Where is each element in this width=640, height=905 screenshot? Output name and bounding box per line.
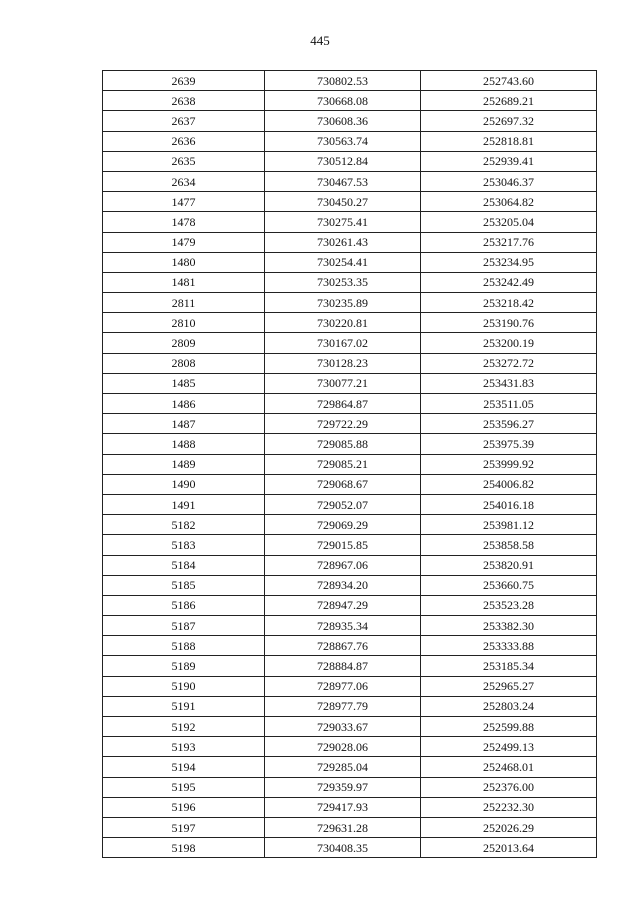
y-coordinate-cell: 252599.88 <box>421 717 597 737</box>
point-number-cell: 2637 <box>103 111 265 131</box>
x-coordinate-cell: 729052.07 <box>265 494 421 514</box>
table-row <box>103 555 597 575</box>
table-row <box>103 192 597 212</box>
point-number-cell: 1480 <box>103 252 265 272</box>
y-coordinate-cell: 252803.24 <box>421 696 597 716</box>
table-row <box>103 434 597 454</box>
point-number-cell: 1486 <box>103 394 265 414</box>
y-coordinate-cell: 253431.83 <box>421 373 597 393</box>
point-number-cell: 1485 <box>103 373 265 393</box>
table-row <box>103 616 597 636</box>
x-coordinate-cell: 728977.79 <box>265 696 421 716</box>
y-coordinate-cell: 252499.13 <box>421 737 597 757</box>
point-number-cell: 1481 <box>103 272 265 292</box>
y-coordinate-cell: 252818.81 <box>421 131 597 151</box>
point-number-cell: 1477 <box>103 192 265 212</box>
point-number-cell: 5186 <box>103 595 265 615</box>
table-row <box>103 595 597 615</box>
point-number-cell: 2809 <box>103 333 265 353</box>
x-coordinate-cell: 729285.04 <box>265 757 421 777</box>
point-number-cell: 1491 <box>103 494 265 514</box>
y-coordinate-cell: 253511.05 <box>421 394 597 414</box>
x-coordinate-cell: 730275.41 <box>265 212 421 232</box>
x-coordinate-cell: 728947.29 <box>265 595 421 615</box>
y-coordinate-cell: 252376.00 <box>421 777 597 797</box>
table-row <box>103 474 597 494</box>
x-coordinate-cell: 730668.08 <box>265 91 421 111</box>
table-row <box>103 293 597 313</box>
point-number-cell: 5189 <box>103 656 265 676</box>
x-coordinate-cell: 728934.20 <box>265 575 421 595</box>
y-coordinate-cell: 253046.37 <box>421 171 597 191</box>
point-number-cell: 5188 <box>103 636 265 656</box>
y-coordinate-cell: 253382.30 <box>421 616 597 636</box>
y-coordinate-cell: 253217.76 <box>421 232 597 252</box>
y-coordinate-cell: 253190.76 <box>421 313 597 333</box>
table-row <box>103 717 597 737</box>
y-coordinate-cell: 252743.60 <box>421 71 597 91</box>
table-row <box>103 373 597 393</box>
point-number-cell: 2810 <box>103 313 265 333</box>
table-row <box>103 71 597 91</box>
y-coordinate-cell: 253234.95 <box>421 252 597 272</box>
table-row <box>103 777 597 797</box>
x-coordinate-cell: 730608.36 <box>265 111 421 131</box>
table-row <box>103 111 597 131</box>
table-row <box>103 696 597 716</box>
x-coordinate-cell: 730450.27 <box>265 192 421 212</box>
x-coordinate-cell: 730261.43 <box>265 232 421 252</box>
y-coordinate-cell: 252232.30 <box>421 797 597 817</box>
table-row <box>103 232 597 252</box>
point-number-cell: 5187 <box>103 616 265 636</box>
x-coordinate-cell: 728867.76 <box>265 636 421 656</box>
point-number-cell: 1479 <box>103 232 265 252</box>
point-number-cell: 5193 <box>103 737 265 757</box>
table-row <box>103 91 597 111</box>
coordinates-table <box>102 70 597 858</box>
y-coordinate-cell: 253820.91 <box>421 555 597 575</box>
point-number-cell: 5191 <box>103 696 265 716</box>
x-coordinate-cell: 729085.21 <box>265 454 421 474</box>
x-coordinate-cell: 730128.23 <box>265 353 421 373</box>
table-row <box>103 535 597 555</box>
x-coordinate-cell: 730512.84 <box>265 151 421 171</box>
x-coordinate-cell: 729417.93 <box>265 797 421 817</box>
x-coordinate-cell: 730253.35 <box>265 272 421 292</box>
y-coordinate-cell: 253205.04 <box>421 212 597 232</box>
y-coordinate-cell: 252965.27 <box>421 676 597 696</box>
x-coordinate-cell: 730220.81 <box>265 313 421 333</box>
table-row <box>103 817 597 837</box>
point-number-cell: 2808 <box>103 353 265 373</box>
point-number-cell: 5194 <box>103 757 265 777</box>
y-coordinate-cell: 253596.27 <box>421 414 597 434</box>
y-coordinate-cell: 253660.75 <box>421 575 597 595</box>
table-row <box>103 656 597 676</box>
y-coordinate-cell: 253333.88 <box>421 636 597 656</box>
table-row <box>103 394 597 414</box>
x-coordinate-cell: 728884.87 <box>265 656 421 676</box>
y-coordinate-cell: 252026.29 <box>421 817 597 837</box>
table-row <box>103 515 597 535</box>
table-row <box>103 333 597 353</box>
point-number-cell: 1490 <box>103 474 265 494</box>
point-number-cell: 5195 <box>103 777 265 797</box>
x-coordinate-cell: 730254.41 <box>265 252 421 272</box>
point-number-cell: 2635 <box>103 151 265 171</box>
x-coordinate-cell: 730077.21 <box>265 373 421 393</box>
x-coordinate-cell: 730235.89 <box>265 293 421 313</box>
x-coordinate-cell: 729085.88 <box>265 434 421 454</box>
x-coordinate-cell: 730563.74 <box>265 131 421 151</box>
x-coordinate-cell: 730802.53 <box>265 71 421 91</box>
y-coordinate-cell: 253858.58 <box>421 535 597 555</box>
y-coordinate-cell: 252689.21 <box>421 91 597 111</box>
x-coordinate-cell: 729631.28 <box>265 817 421 837</box>
y-coordinate-cell: 253981.12 <box>421 515 597 535</box>
table-row <box>103 272 597 292</box>
table-row <box>103 313 597 333</box>
y-coordinate-cell: 253272.72 <box>421 353 597 373</box>
x-coordinate-cell: 729722.29 <box>265 414 421 434</box>
x-coordinate-cell: 728977.06 <box>265 676 421 696</box>
y-coordinate-cell: 254006.82 <box>421 474 597 494</box>
y-coordinate-cell: 252013.64 <box>421 838 597 858</box>
x-coordinate-cell: 729359.97 <box>265 777 421 797</box>
x-coordinate-cell: 729015.85 <box>265 535 421 555</box>
point-number-cell: 5185 <box>103 575 265 595</box>
y-coordinate-cell: 253242.49 <box>421 272 597 292</box>
point-number-cell: 2639 <box>103 71 265 91</box>
y-coordinate-cell: 253200.19 <box>421 333 597 353</box>
table-row <box>103 757 597 777</box>
point-number-cell: 1488 <box>103 434 265 454</box>
x-coordinate-cell: 728967.06 <box>265 555 421 575</box>
page-number: 445 <box>310 33 330 48</box>
table-row <box>103 737 597 757</box>
y-coordinate-cell: 252697.32 <box>421 111 597 131</box>
point-number-cell: 1478 <box>103 212 265 232</box>
x-coordinate-cell: 729069.29 <box>265 515 421 535</box>
table-row <box>103 575 597 595</box>
point-number-cell: 5183 <box>103 535 265 555</box>
point-number-cell: 5182 <box>103 515 265 535</box>
x-coordinate-cell: 730467.53 <box>265 171 421 191</box>
table-row <box>103 212 597 232</box>
y-coordinate-cell: 253185.34 <box>421 656 597 676</box>
y-coordinate-cell: 253064.82 <box>421 192 597 212</box>
coordinates-table-body <box>103 71 597 858</box>
table-row <box>103 494 597 514</box>
point-number-cell: 5192 <box>103 717 265 737</box>
table-row <box>103 797 597 817</box>
table-row <box>103 636 597 656</box>
x-coordinate-cell: 730408.35 <box>265 838 421 858</box>
y-coordinate-cell: 252468.01 <box>421 757 597 777</box>
point-number-cell: 5190 <box>103 676 265 696</box>
table-row <box>103 151 597 171</box>
x-coordinate-cell: 729068.67 <box>265 474 421 494</box>
x-coordinate-cell: 729864.87 <box>265 394 421 414</box>
y-coordinate-cell: 253218.42 <box>421 293 597 313</box>
y-coordinate-cell: 253999.92 <box>421 454 597 474</box>
point-number-cell: 2634 <box>103 171 265 191</box>
x-coordinate-cell: 729033.67 <box>265 717 421 737</box>
table-row <box>103 252 597 272</box>
point-number-cell: 1489 <box>103 454 265 474</box>
table-row <box>103 171 597 191</box>
table-row <box>103 838 597 858</box>
point-number-cell: 5196 <box>103 797 265 817</box>
point-number-cell: 5197 <box>103 817 265 837</box>
point-number-cell: 2636 <box>103 131 265 151</box>
point-number-cell: 2638 <box>103 91 265 111</box>
y-coordinate-cell: 253523.28 <box>421 595 597 615</box>
point-number-cell: 2811 <box>103 293 265 313</box>
table-row <box>103 676 597 696</box>
y-coordinate-cell: 253975.39 <box>421 434 597 454</box>
point-number-cell: 1487 <box>103 414 265 434</box>
table-row <box>103 454 597 474</box>
y-coordinate-cell: 254016.18 <box>421 494 597 514</box>
y-coordinate-cell: 252939.41 <box>421 151 597 171</box>
x-coordinate-cell: 728935.34 <box>265 616 421 636</box>
point-number-cell: 5198 <box>103 838 265 858</box>
table-row <box>103 131 597 151</box>
table-row <box>103 414 597 434</box>
table-row <box>103 353 597 373</box>
x-coordinate-cell: 729028.06 <box>265 737 421 757</box>
point-number-cell: 5184 <box>103 555 265 575</box>
x-coordinate-cell: 730167.02 <box>265 333 421 353</box>
